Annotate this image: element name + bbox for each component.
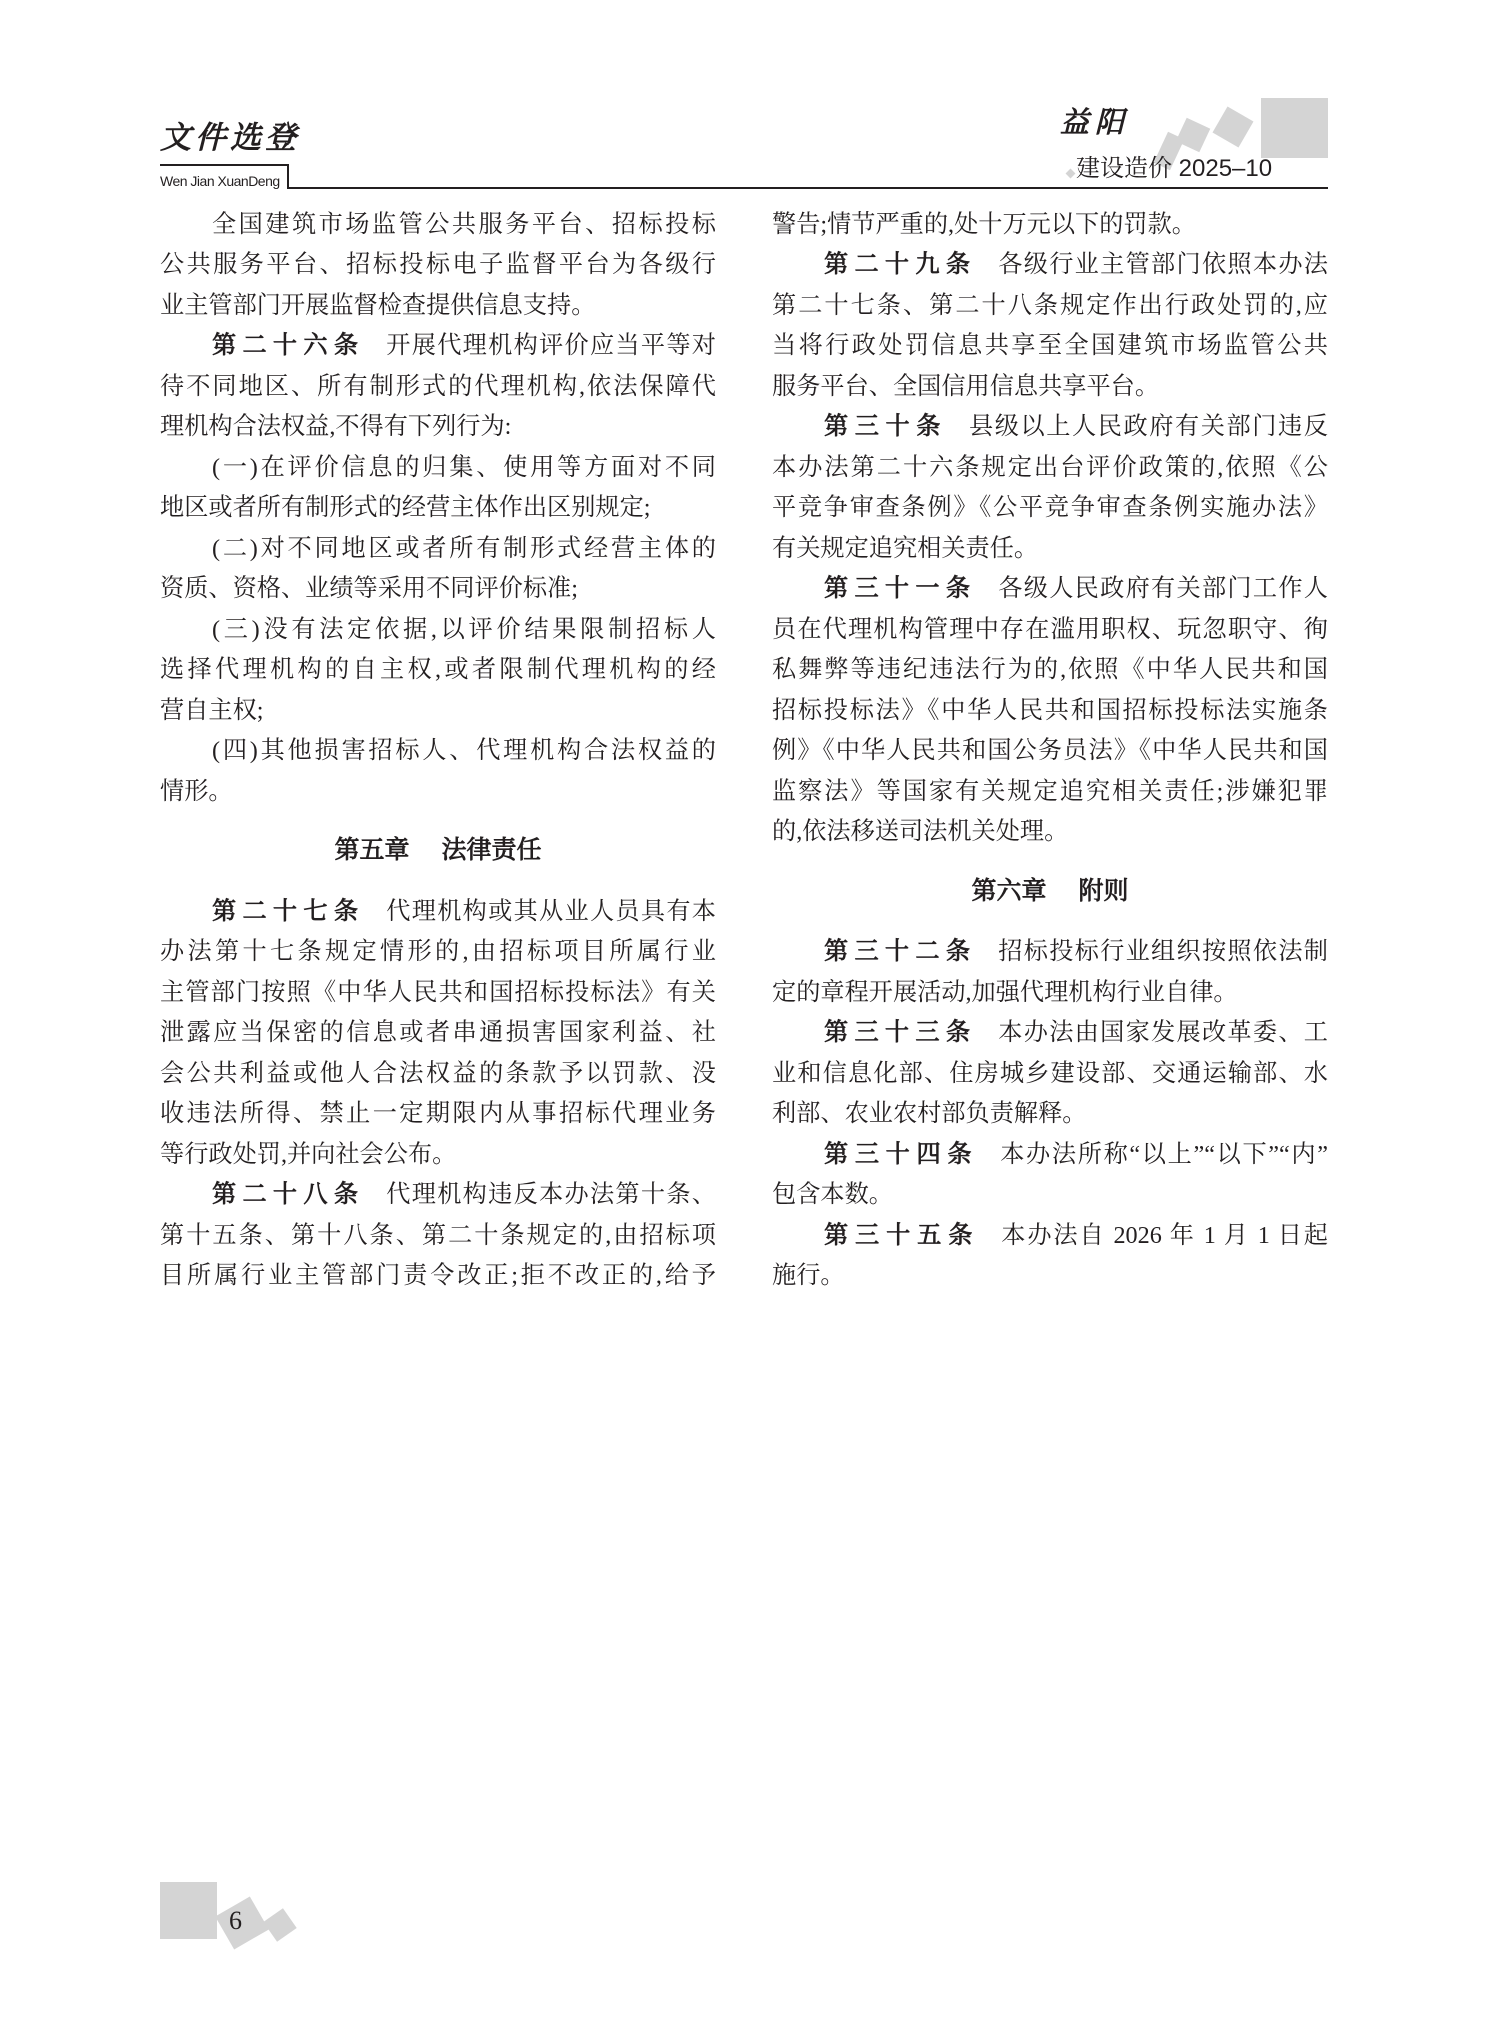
line-text: 本办法自 2026 年 1 月 1 日起 — [1001, 1221, 1328, 1249]
article — [772, 245, 1328, 407]
text-line — [160, 529, 716, 570]
article — [772, 1135, 1328, 1216]
decor-dot — [1066, 169, 1076, 179]
decor-diamond — [1213, 107, 1254, 148]
line-text: 本办法所称“以上”“以下”“内” — [1000, 1140, 1328, 1168]
article-label: 第三十三条 — [824, 1019, 977, 1047]
line-text: 的,依法移送司法机关处理。 — [772, 818, 1069, 846]
text-line — [772, 367, 1328, 408]
text-line — [772, 205, 1328, 246]
paragraph — [772, 205, 1328, 246]
line-text: 营自主权; — [160, 696, 264, 724]
article — [772, 932, 1328, 1013]
text-line — [772, 1256, 1328, 1297]
decor-diamond — [1176, 118, 1211, 153]
header-rule — [160, 164, 288, 166]
line-text: 招标投标法》《中华人民共和国招标投标法实施条 — [772, 696, 1328, 724]
line-text: 选择代理机构的自主权,或者限制代理机构的经 — [160, 656, 716, 684]
line-text: 招标投标行业组织按照依法制 — [998, 938, 1328, 966]
article — [160, 1175, 716, 1297]
page-number: 6 — [229, 1906, 242, 1935]
article — [772, 1216, 1328, 1297]
text-line — [160, 691, 716, 732]
line-text: 有关规定追究相关责任。 — [772, 534, 1039, 562]
footer-diamond — [263, 1908, 296, 1941]
line-text: 第十五条、第十八条、第二十条规定的,由招标项 — [160, 1221, 716, 1249]
chapter-heading — [160, 812, 716, 892]
text-line — [160, 650, 716, 691]
line-text: 业主管部门开展监督检查提供信息支持。 — [160, 291, 596, 319]
text-line — [772, 691, 1328, 732]
text-line — [160, 448, 716, 489]
text-line — [772, 569, 1328, 610]
line-text: 地区或者所有制形式的经营主体作出区别规定; — [160, 494, 651, 522]
right-column — [772, 205, 1328, 1297]
chapter-title: 法律责任 — [441, 836, 542, 865]
line-text: 各级人民政府有关部门工作人 — [998, 575, 1328, 603]
city-logo: 益阳 — [1060, 107, 1131, 139]
text-line — [160, 569, 716, 610]
text-line — [772, 1054, 1328, 1095]
text-line — [772, 1094, 1328, 1135]
line-text: 警告;情节严重的,处十万元以下的罚款。 — [772, 210, 1196, 238]
article — [772, 1013, 1328, 1135]
line-text: (三)没有法定依据,以评价结果限制招标人 — [212, 615, 716, 643]
text-line — [772, 448, 1328, 489]
text-line — [772, 610, 1328, 651]
article-label: 第三十一条 — [824, 575, 977, 603]
line-text: 待不同地区、所有制形式的代理机构,依法保障代 — [160, 372, 716, 400]
article-label: 第三十四条 — [824, 1140, 979, 1168]
text-line — [160, 731, 716, 772]
text-line — [772, 772, 1328, 813]
text-line — [772, 529, 1328, 570]
text-line — [160, 245, 716, 286]
paragraph — [160, 448, 716, 529]
text-line — [160, 772, 716, 813]
text-line — [772, 488, 1328, 529]
line-text: 县级以上人民政府有关部门违反 — [969, 413, 1328, 441]
text-line — [772, 286, 1328, 327]
text-line — [160, 892, 716, 933]
section-title: 文件选登 — [160, 120, 300, 155]
article-label: 第三十条 — [824, 413, 948, 441]
line-text: 收违法所得、禁止一定期限内从事招标代理业务 — [160, 1100, 716, 1128]
line-text: 情形。 — [160, 777, 233, 805]
line-text: 第二十七条、第二十八条规定作出行政处罚的,应 — [772, 291, 1328, 319]
text-line — [160, 932, 716, 973]
line-text: 业和信息化部、住房城乡建设部、交通运输部、水 — [772, 1059, 1328, 1087]
article-label: 第三十五条 — [824, 1221, 980, 1249]
text-line — [772, 812, 1328, 853]
line-text: 主管部门按照《中华人民共和国招标投标法》有关 — [160, 978, 716, 1006]
line-text: 定的章程开展活动,加强代理机构行业自律。 — [772, 978, 1238, 1006]
text-line — [772, 1175, 1328, 1216]
text-line — [772, 973, 1328, 1014]
text-line — [772, 731, 1328, 772]
article-label: 第二十九条 — [824, 251, 977, 279]
line-text: 本办法第二十六条规定出台评价政策的,依照《公 — [772, 453, 1328, 481]
line-text: 资质、资格、业绩等采用不同评价标准; — [160, 575, 578, 603]
article — [160, 892, 716, 1176]
text-line — [160, 205, 716, 246]
text-line — [160, 1175, 716, 1216]
line-text: 会公共利益或他人合法权益的条款予以罚款、没 — [160, 1059, 716, 1087]
line-text: 全国建筑市场监管公共服务平台、招标投标 — [212, 210, 716, 238]
decor-square — [1261, 98, 1328, 158]
line-text: 监察法》等国家有关规定追究相关责任;涉嫌犯罪 — [772, 777, 1328, 805]
issue-label: 建设造价 2025–10 — [1076, 155, 1273, 182]
line-text: 等行政处罚,并向社会公布。 — [160, 1140, 457, 1168]
text-line — [160, 286, 716, 327]
line-text: 代理机构或其从业人员具有本 — [386, 897, 716, 925]
line-text: 包含本数。 — [772, 1181, 893, 1209]
line-text: 私舞弊等违纪违法行为的,依照《中华人民共和国 — [772, 656, 1328, 684]
article — [160, 326, 716, 448]
text-line — [772, 1135, 1328, 1176]
paragraph — [160, 610, 716, 732]
text-line — [160, 1135, 716, 1176]
line-text: 理机构合法权益,不得有下列行为: — [160, 413, 512, 441]
text-line — [160, 326, 716, 367]
line-text: (一)在评价信息的归集、使用等方面对不同 — [212, 453, 716, 481]
section-pinyin: Wen Jian XuanDeng — [160, 173, 280, 189]
chapter-heading — [772, 853, 1328, 933]
text-line — [772, 407, 1328, 448]
article-label: 第二十八条 — [212, 1181, 365, 1209]
text-line — [772, 650, 1328, 691]
left-column — [160, 205, 716, 1297]
text-line — [160, 1013, 716, 1054]
line-text: 各级行业主管部门依照本办法 — [998, 251, 1328, 279]
text-line — [772, 245, 1328, 286]
line-text: 平竞争审查条例》《公平竞争审查条例实施办法》 — [772, 494, 1328, 522]
text-line — [160, 1054, 716, 1095]
line-text: 办法第十七条规定情形的,由招标项目所属行业 — [160, 938, 716, 966]
paragraph — [160, 731, 716, 812]
line-text: (四)其他损害招标人、代理机构合法权益的 — [212, 737, 716, 765]
paragraph — [160, 529, 716, 610]
line-text: 泄露应当保密的信息或者串通损害国家利益、社 — [160, 1019, 716, 1047]
header-rule — [287, 164, 289, 189]
line-text: 利部、农业农村部负责解释。 — [772, 1100, 1087, 1128]
text-line — [772, 932, 1328, 973]
text-line — [772, 326, 1328, 367]
line-text: 服务平台、全国信用信息共享平台。 — [772, 372, 1160, 400]
article-label: 第二十六条 — [212, 332, 365, 360]
line-text: 开展代理机构评价应当平等对 — [386, 332, 716, 360]
article — [772, 569, 1328, 853]
line-text: 当将行政处罚信息共享至全国建筑市场监管公共 — [772, 332, 1328, 360]
line-text: 代理机构违反本办法第十条、 — [386, 1181, 716, 1209]
text-line — [160, 407, 716, 448]
text-line — [160, 1216, 716, 1257]
line-text: 例》《中华人民共和国公务员法》《中华人民共和国 — [772, 737, 1328, 765]
text-line — [160, 367, 716, 408]
line-text: 目所属行业主管部门责令改正;拒不改正的,给予 — [160, 1262, 716, 1290]
text-line — [772, 1216, 1328, 1257]
article-label: 第三十二条 — [824, 938, 977, 966]
footer-square — [160, 1882, 217, 1939]
article-label: 第二十七条 — [212, 897, 365, 925]
text-line — [160, 488, 716, 529]
text-line — [160, 1256, 716, 1297]
text-line — [160, 610, 716, 651]
paragraph — [160, 205, 716, 327]
article — [772, 407, 1328, 569]
line-text: 公共服务平台、招标投标电子监督平台为各级行 — [160, 251, 716, 279]
line-text: 本办法由国家发展改革委、工 — [998, 1019, 1328, 1047]
text-line — [772, 1013, 1328, 1054]
text-line — [160, 973, 716, 1014]
text-line — [160, 1094, 716, 1135]
line-text: 施行。 — [772, 1262, 845, 1290]
line-text: 员在代理机构管理中存在滥用职权、玩忽职守、徇 — [772, 615, 1328, 643]
chapter-number: 第六章 — [971, 876, 1047, 905]
chapter-title: 附则 — [1078, 876, 1129, 905]
line-text: (二)对不同地区或者所有制形式经营主体的 — [212, 534, 716, 562]
chapter-number: 第五章 — [334, 836, 410, 865]
header-rule — [287, 187, 1328, 189]
footer-diamond — [215, 1897, 269, 1950]
